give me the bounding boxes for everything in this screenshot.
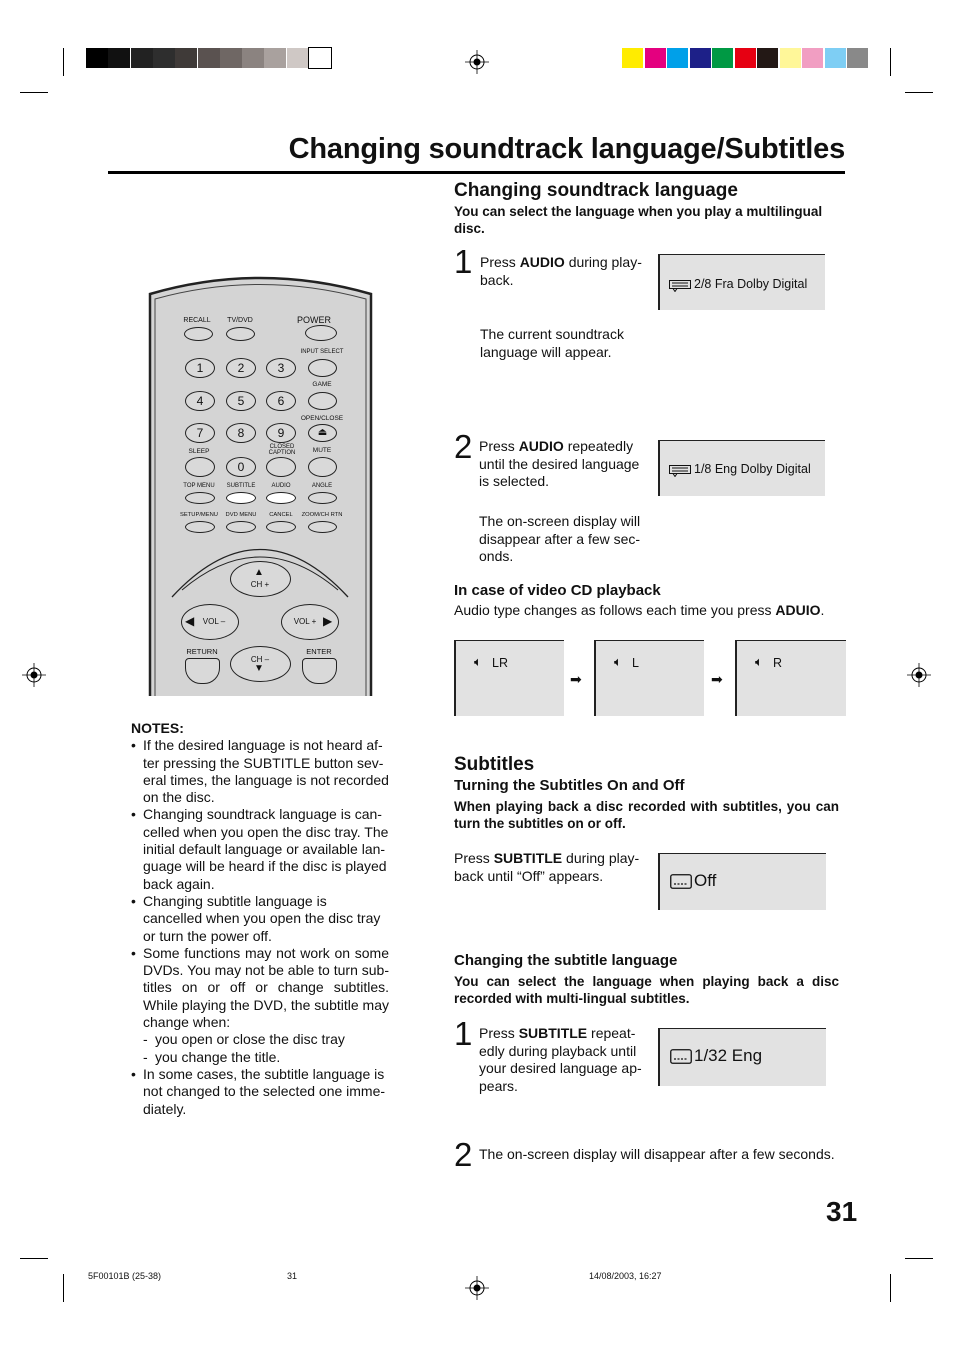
- registration-mark-icon: [465, 50, 489, 74]
- gray-swatch: [131, 48, 153, 68]
- vcd-mode-text: LR: [492, 656, 508, 670]
- crop-mark: [905, 92, 933, 93]
- vcd-mode-text: R: [773, 656, 783, 670]
- digit-3-button: 3: [266, 358, 296, 378]
- subtitles-heading: Subtitles: [454, 754, 535, 775]
- input-select-label: INPUT SELECT: [300, 349, 344, 355]
- audio-track-icon: [669, 280, 691, 292]
- recall-button: [184, 327, 213, 341]
- color-swatch: [712, 48, 733, 68]
- osd-display: [658, 440, 825, 496]
- color-swatch: [690, 48, 711, 68]
- step-text: Press SUBTITLE repeat-edly during playback until your desired language ap-pears.: [479, 1025, 642, 1094]
- osd-display: [658, 1028, 826, 1086]
- subtitles-onoff-intro: When playing back a disc recorded with subtitles, you can turn the subtitles on or off.: [454, 799, 839, 831]
- subtitles-onoff-heading: Turning the Subtitles On and Off: [454, 777, 685, 794]
- footer-page: 31: [287, 1271, 298, 1281]
- sleep-label: SLEEP: [188, 448, 210, 455]
- eject-icon: ⏏: [308, 424, 337, 442]
- right-arrow-icon: ▶: [323, 614, 333, 628]
- remote-control-illustration: [148, 272, 373, 696]
- sleep-button: [185, 457, 215, 477]
- dvd-menu-button: [226, 521, 256, 533]
- registration-mark-icon: [22, 663, 46, 687]
- step-text: Press AUDIO during play-back.: [480, 254, 642, 288]
- crop-mark: [905, 1258, 933, 1259]
- osd-text: Off: [694, 871, 717, 890]
- registration-mark-icon: [465, 1276, 489, 1300]
- closed-caption-label: CLOSED CAPTION: [268, 444, 296, 456]
- digit-5-button: 5: [226, 391, 256, 411]
- crop-mark: [890, 1274, 891, 1302]
- vcd-mode-display: [594, 640, 704, 716]
- crop-mark: [20, 1258, 48, 1259]
- top-menu-button: [185, 492, 215, 504]
- subtitle-language-heading: Changing the subtitle language: [454, 952, 678, 969]
- gray-swatch: [86, 48, 108, 68]
- right-arrow-icon: ➡: [711, 671, 723, 687]
- color-swatch: [645, 48, 666, 68]
- game-button: [308, 392, 337, 410]
- note-subitem: - you open or close the disc tray: [131, 1031, 389, 1048]
- tvdvd-label: TV/DVD: [227, 317, 253, 324]
- crop-mark: [63, 48, 64, 76]
- vcd-mode-display: [454, 640, 564, 716]
- step-note: The on-screen display will disappear after a few sec-onds.: [479, 513, 641, 564]
- digit-7-button: 7: [185, 423, 215, 443]
- open-close-label: OPEN/CLOSE: [300, 415, 344, 422]
- gray-swatch: [264, 48, 286, 68]
- setup-menu-button: [185, 521, 215, 533]
- footer-date: 14/08/2003, 16:27: [589, 1271, 662, 1281]
- osd-text: 2/8 Fra Dolby Digital: [694, 277, 808, 291]
- audio-button: [266, 492, 296, 504]
- digit-1-button: 1: [185, 358, 215, 378]
- digit-6-button: 6: [266, 391, 296, 411]
- vcd-mode-display: [735, 640, 846, 716]
- subtitle-language-intro: You can select the language when playing back a disc recorded with multi-lingual subtitles.: [454, 974, 839, 1006]
- gray-swatch: [287, 48, 309, 68]
- step-note: The current soundtrack language will appear.: [480, 326, 624, 360]
- right-arrow-icon: ➡: [570, 671, 582, 687]
- input-select-button: [308, 359, 337, 377]
- angle-label: ANGLE: [311, 483, 333, 489]
- power-label: POWER: [296, 315, 332, 325]
- cancel-button: [266, 521, 296, 533]
- speaker-icon: 🔈︎: [755, 654, 763, 669]
- down-arrow-icon: ▼: [254, 663, 264, 674]
- vcd-text: Audio type changes as follows each time you press ADUIO.: [454, 602, 825, 618]
- top-menu-label: TOP MENU: [183, 483, 215, 489]
- osd-display: [658, 853, 826, 910]
- subtitles-onoff-text: Press SUBTITLE during play-back until “Off” appears.: [454, 850, 640, 884]
- color-swatch: [847, 48, 868, 68]
- page-number: 31: [826, 1196, 858, 1227]
- color-swatch: [757, 48, 778, 68]
- audio-label: AUDIO: [271, 483, 291, 489]
- vol-plus-label: VOL +: [293, 617, 317, 626]
- enter-label: ENTER: [306, 647, 332, 656]
- gray-swatch: [108, 48, 130, 68]
- power-button: [305, 325, 337, 341]
- step-text: Press AUDIO repeatedly until the desired language is selected.: [479, 438, 640, 489]
- gray-swatch: [309, 48, 331, 68]
- subtitle-icon: [670, 1049, 692, 1064]
- vcd-heading: In case of video CD playback: [454, 582, 661, 599]
- digit-2-button: 2: [226, 358, 256, 378]
- note-item: • Changing soundtrack language is can-celled when you open the disc tray. The initial default language or available lan-guage will be heard if the disc is played back again.: [131, 806, 389, 892]
- ch-plus-label: CH +: [250, 580, 270, 589]
- gray-swatch: [242, 48, 264, 68]
- left-arrow-icon: ◀: [185, 614, 195, 628]
- gray-swatch: [220, 48, 242, 68]
- note-item: • Changing subtitle language is cancelled when you open the disc tray or turn the power off.: [131, 893, 389, 945]
- ch-minus-label: CH –: [250, 655, 270, 664]
- game-label: GAME: [312, 381, 332, 388]
- vol-minus-label: VOL –: [202, 617, 226, 626]
- gray-swatch: [175, 48, 197, 68]
- cancel-label: CANCEL: [269, 512, 293, 518]
- page-title: Changing soundtrack language/Subtitles: [288, 133, 845, 165]
- zoom-label: ZOOM/CH RTN: [301, 512, 343, 518]
- crop-mark: [890, 48, 891, 76]
- note-subitem: - you change the title.: [131, 1049, 389, 1066]
- color-swatch: [825, 48, 846, 68]
- zoom-button: [308, 521, 337, 533]
- recall-label: RECALL: [183, 317, 211, 324]
- color-swatch: [667, 48, 688, 68]
- digit-0-button: 0: [226, 457, 256, 477]
- digit-8-button: 8: [226, 423, 256, 443]
- subtitle-icon: [670, 874, 692, 889]
- step-text: The on-screen display will disappear after a few seconds.: [479, 1146, 835, 1162]
- dvd-menu-label: DVD MENU: [225, 512, 257, 518]
- setup-menu-label: SETUP/MENU: [179, 512, 219, 518]
- subtitle-button: [226, 492, 256, 504]
- step-number: 1: [454, 1015, 473, 1052]
- vcd-mode-text: L: [632, 656, 639, 670]
- speaker-icon: 🔈︎: [614, 654, 622, 669]
- footer-code: 5F00101B (25-38): [88, 1271, 162, 1281]
- osd-display: [658, 254, 825, 310]
- note-item: • In some cases, the subtitle language is not changed to the selected one imme-diately.: [131, 1066, 389, 1118]
- step-number: 2: [454, 428, 473, 465]
- digit-9-button: 9: [266, 423, 296, 443]
- color-swatch: [622, 48, 643, 68]
- title-rule: [108, 171, 845, 174]
- mute-label: MUTE: [312, 447, 332, 454]
- subtitle-label: SUBTITLE: [226, 483, 256, 489]
- mute-button: [308, 457, 337, 477]
- angle-button: [308, 492, 337, 504]
- tvdvd-button: [226, 327, 255, 341]
- osd-text: 1/8 Eng Dolby Digital: [694, 462, 811, 476]
- step-number: 2: [454, 1136, 473, 1173]
- crop-mark: [20, 92, 48, 93]
- color-swatch: [780, 48, 801, 68]
- audio-track-icon: [669, 465, 691, 477]
- speaker-icon: 🔈︎: [474, 654, 482, 669]
- osd-text: 1/32 Eng: [694, 1046, 763, 1065]
- step-number: 1: [454, 243, 473, 280]
- closed-caption-button: [266, 457, 296, 477]
- color-swatch: [802, 48, 823, 68]
- digit-4-button: 4: [185, 391, 215, 411]
- note-item: • Some functions may not work on some DVDs. You may not be able to turn sub-titles on or off or change subtitles. While playing the DVD, the subtitle may change when:: [131, 945, 389, 1031]
- soundtrack-intro: You can select the language when you play a multilingual disc.: [454, 204, 823, 236]
- registration-mark-icon: [907, 663, 931, 687]
- gray-swatch: [153, 48, 175, 68]
- notes: [131, 720, 389, 1118]
- color-swatch: [735, 48, 756, 68]
- gray-swatch: [198, 48, 220, 68]
- return-label: RETURN: [186, 647, 218, 656]
- notes-heading: NOTES:: [131, 720, 184, 736]
- soundtrack-heading: Changing soundtrack language: [454, 180, 738, 201]
- note-item: • If the desired language is not heard af-ter pressing the SUBTITLE button sev-eral times, the language is not recorded on the disc.: [131, 737, 389, 806]
- crop-mark: [63, 1274, 64, 1302]
- up-arrow-icon: ▲: [254, 567, 264, 578]
